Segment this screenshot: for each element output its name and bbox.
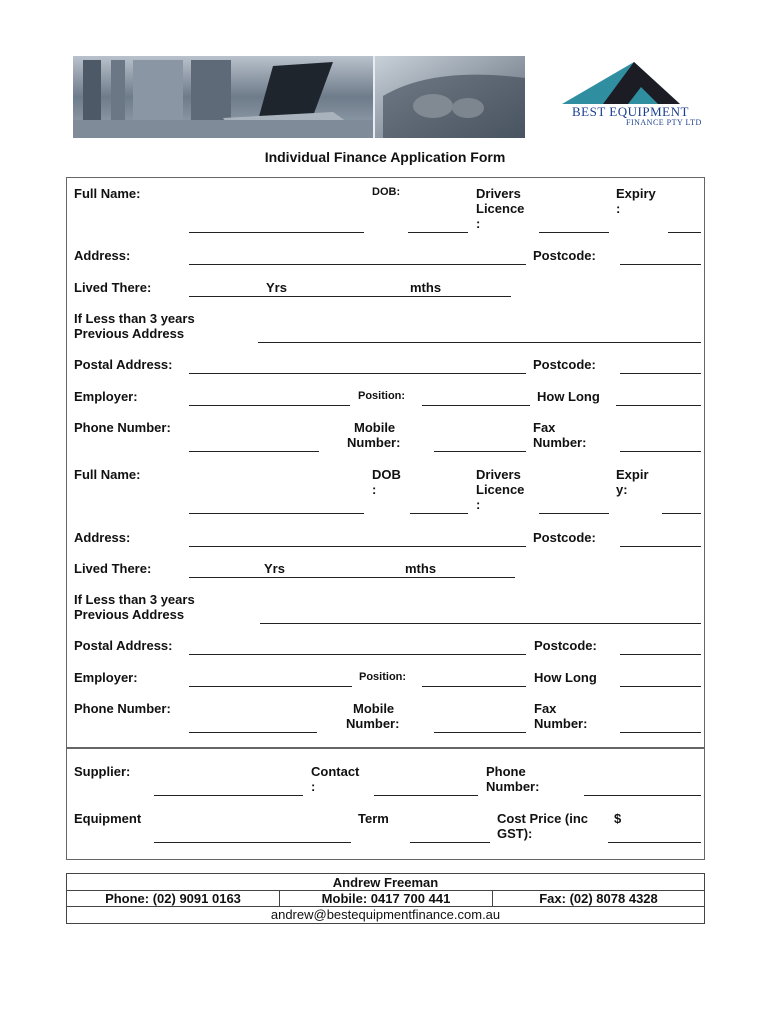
banner-photo <box>73 56 525 138</box>
postal-address-2-label: Postal Address: <box>74 638 173 653</box>
contact-label-2: : <box>311 779 316 794</box>
employer-field[interactable] <box>189 391 350 406</box>
drivers-licence-2-label-3: : <box>476 497 481 512</box>
supplier-label: Supplier: <box>74 764 131 779</box>
logo-text: BEST EQUIPMENT <box>572 104 689 119</box>
employer-2-label: Employer: <box>74 670 138 685</box>
address-field[interactable] <box>189 250 526 265</box>
drivers-licence-2-label-2: Licence <box>476 482 525 497</box>
dob-2-label-2: : <box>372 482 377 497</box>
position-label: Position: <box>358 390 406 402</box>
equipment-field[interactable] <box>154 828 351 843</box>
postal-address-label: Postal Address: <box>74 357 173 372</box>
postal-address-field[interactable] <box>189 359 526 374</box>
postcode-field[interactable] <box>620 250 701 265</box>
supplier-phone-field[interactable] <box>584 781 701 796</box>
prev-address-2-label-2: Previous Address <box>74 607 185 622</box>
how-long-2-label: How Long <box>534 670 597 685</box>
position-2-label: Position: <box>359 671 407 683</box>
how-long-2-field[interactable] <box>620 672 701 687</box>
dollar-sign: $ <box>614 811 622 826</box>
lived-years-field[interactable] <box>189 282 511 297</box>
contact-phone: Phone: (02) 9091 0163 <box>67 890 280 907</box>
fax-2-label-1: Fax <box>534 701 557 716</box>
postcode-label: Postcode: <box>533 248 596 263</box>
fax-field[interactable] <box>620 437 701 452</box>
cost-price-label-2: GST): <box>497 826 533 841</box>
how-long-label: How Long <box>537 389 600 404</box>
address-2-label: Address: <box>74 530 131 545</box>
postcode-2-label: Postcode: <box>533 530 596 545</box>
phone-number-field[interactable] <box>189 437 319 452</box>
postal-postcode-2-label: Postcode: <box>534 638 597 653</box>
expiry-2-field[interactable] <box>662 499 701 514</box>
dob-2-field[interactable] <box>410 499 468 514</box>
prev-address-label-2: Previous Address <box>74 326 185 341</box>
fax-label-2: Number: <box>533 435 587 450</box>
expiry-2-label-2: y: <box>616 482 628 497</box>
mobile-label-1: Mobile <box>354 420 396 435</box>
prev-address-2-label-1: If Less than 3 years <box>74 592 195 607</box>
expiry-label-1: Expiry <box>616 186 656 201</box>
company-logo <box>548 58 718 138</box>
prev-address-field[interactable] <box>258 328 701 343</box>
term-label: Term <box>358 811 389 826</box>
drivers-licence-label-2: Licence <box>476 201 525 216</box>
yrs-2-label: Yrs <box>264 561 285 576</box>
full-name-label: Full Name: <box>74 186 141 201</box>
drivers-licence-field[interactable] <box>539 218 609 233</box>
supplier-field[interactable] <box>154 781 303 796</box>
full-name-2-field[interactable] <box>189 499 364 514</box>
prev-address-label-1: If Less than 3 years <box>74 311 195 326</box>
dob-field[interactable] <box>408 218 468 233</box>
drivers-licence-label-1: Drivers <box>476 186 521 201</box>
position-2-field[interactable] <box>422 672 526 687</box>
contact-fax: Fax: (02) 8078 4328 <box>493 890 704 907</box>
employer-2-field[interactable] <box>189 672 352 687</box>
contact-email[interactable]: andrew@bestequipmentfinance.com.au <box>67 906 704 923</box>
expiry-2-label-1: Expir <box>616 467 649 482</box>
yrs-label: Yrs <box>266 280 287 295</box>
contact-label-1: Contact <box>311 764 360 779</box>
prev-address-2-field[interactable] <box>260 609 701 624</box>
mobile-2-label-1: Mobile <box>353 701 395 716</box>
contact-field[interactable] <box>374 781 478 796</box>
supplier-phone-label-1: Phone <box>486 764 526 779</box>
dob-label: DOB: <box>372 186 401 198</box>
postal-postcode-label: Postcode: <box>533 357 596 372</box>
cost-price-label-1: Cost Price (inc <box>497 811 589 826</box>
postal-address-2-field[interactable] <box>189 640 526 655</box>
header-banner-image <box>73 56 525 138</box>
employer-label: Employer: <box>74 389 138 404</box>
contact-name: Andrew Freeman <box>332 875 439 890</box>
cost-price-field[interactable] <box>608 828 701 843</box>
mobile-2-field[interactable] <box>434 718 526 733</box>
address-2-field[interactable] <box>189 532 526 547</box>
postcode-2-field[interactable] <box>620 532 701 547</box>
full-name-2-label: Full Name: <box>74 467 141 482</box>
phone-number-label: Phone Number: <box>74 420 171 435</box>
phone-number-2-label: Phone Number: <box>74 701 171 716</box>
postal-postcode-2-field[interactable] <box>620 640 701 655</box>
postal-postcode-field[interactable] <box>620 359 701 374</box>
expiry-label-2: : <box>616 201 621 216</box>
how-long-field[interactable] <box>616 391 701 406</box>
term-field[interactable] <box>410 828 490 843</box>
mths-2-label: mths <box>405 561 437 576</box>
lived-there-2-label: Lived There: <box>74 561 152 576</box>
fax-2-label-2: Number: <box>534 716 588 731</box>
mobile-2-label-2: Number: <box>346 716 400 731</box>
mths-label: mths <box>410 280 442 295</box>
equipment-label: Equipment <box>74 811 142 826</box>
contact-mobile: Mobile: 0417 700 441 <box>280 890 493 907</box>
phone-number-2-field[interactable] <box>189 718 317 733</box>
drivers-licence-label-3: : <box>476 216 481 231</box>
drivers-licence-2-field[interactable] <box>539 499 609 514</box>
address-label: Address: <box>74 248 131 263</box>
lived-years-2-field[interactable] <box>189 563 515 578</box>
fax-label-1: Fax <box>533 420 556 435</box>
expiry-field[interactable] <box>668 218 701 233</box>
drivers-licence-2-label-1: Drivers <box>476 467 521 482</box>
mobile-label-2: Number: <box>347 435 401 450</box>
position-field[interactable] <box>422 391 530 406</box>
logo-subtext: FINANCE PTY LTD <box>626 118 702 127</box>
contact-footer <box>66 873 705 924</box>
lived-there-label: Lived There: <box>74 280 152 295</box>
full-name-field[interactable] <box>189 218 364 233</box>
supplier-phone-label-2: Number: <box>486 779 540 794</box>
mobile-field[interactable] <box>434 437 526 452</box>
supplier-section <box>66 747 705 860</box>
form-title: Individual Finance Application Form <box>264 149 506 165</box>
fax-2-field[interactable] <box>620 718 701 733</box>
dob-2-label-1: DOB <box>372 467 401 482</box>
